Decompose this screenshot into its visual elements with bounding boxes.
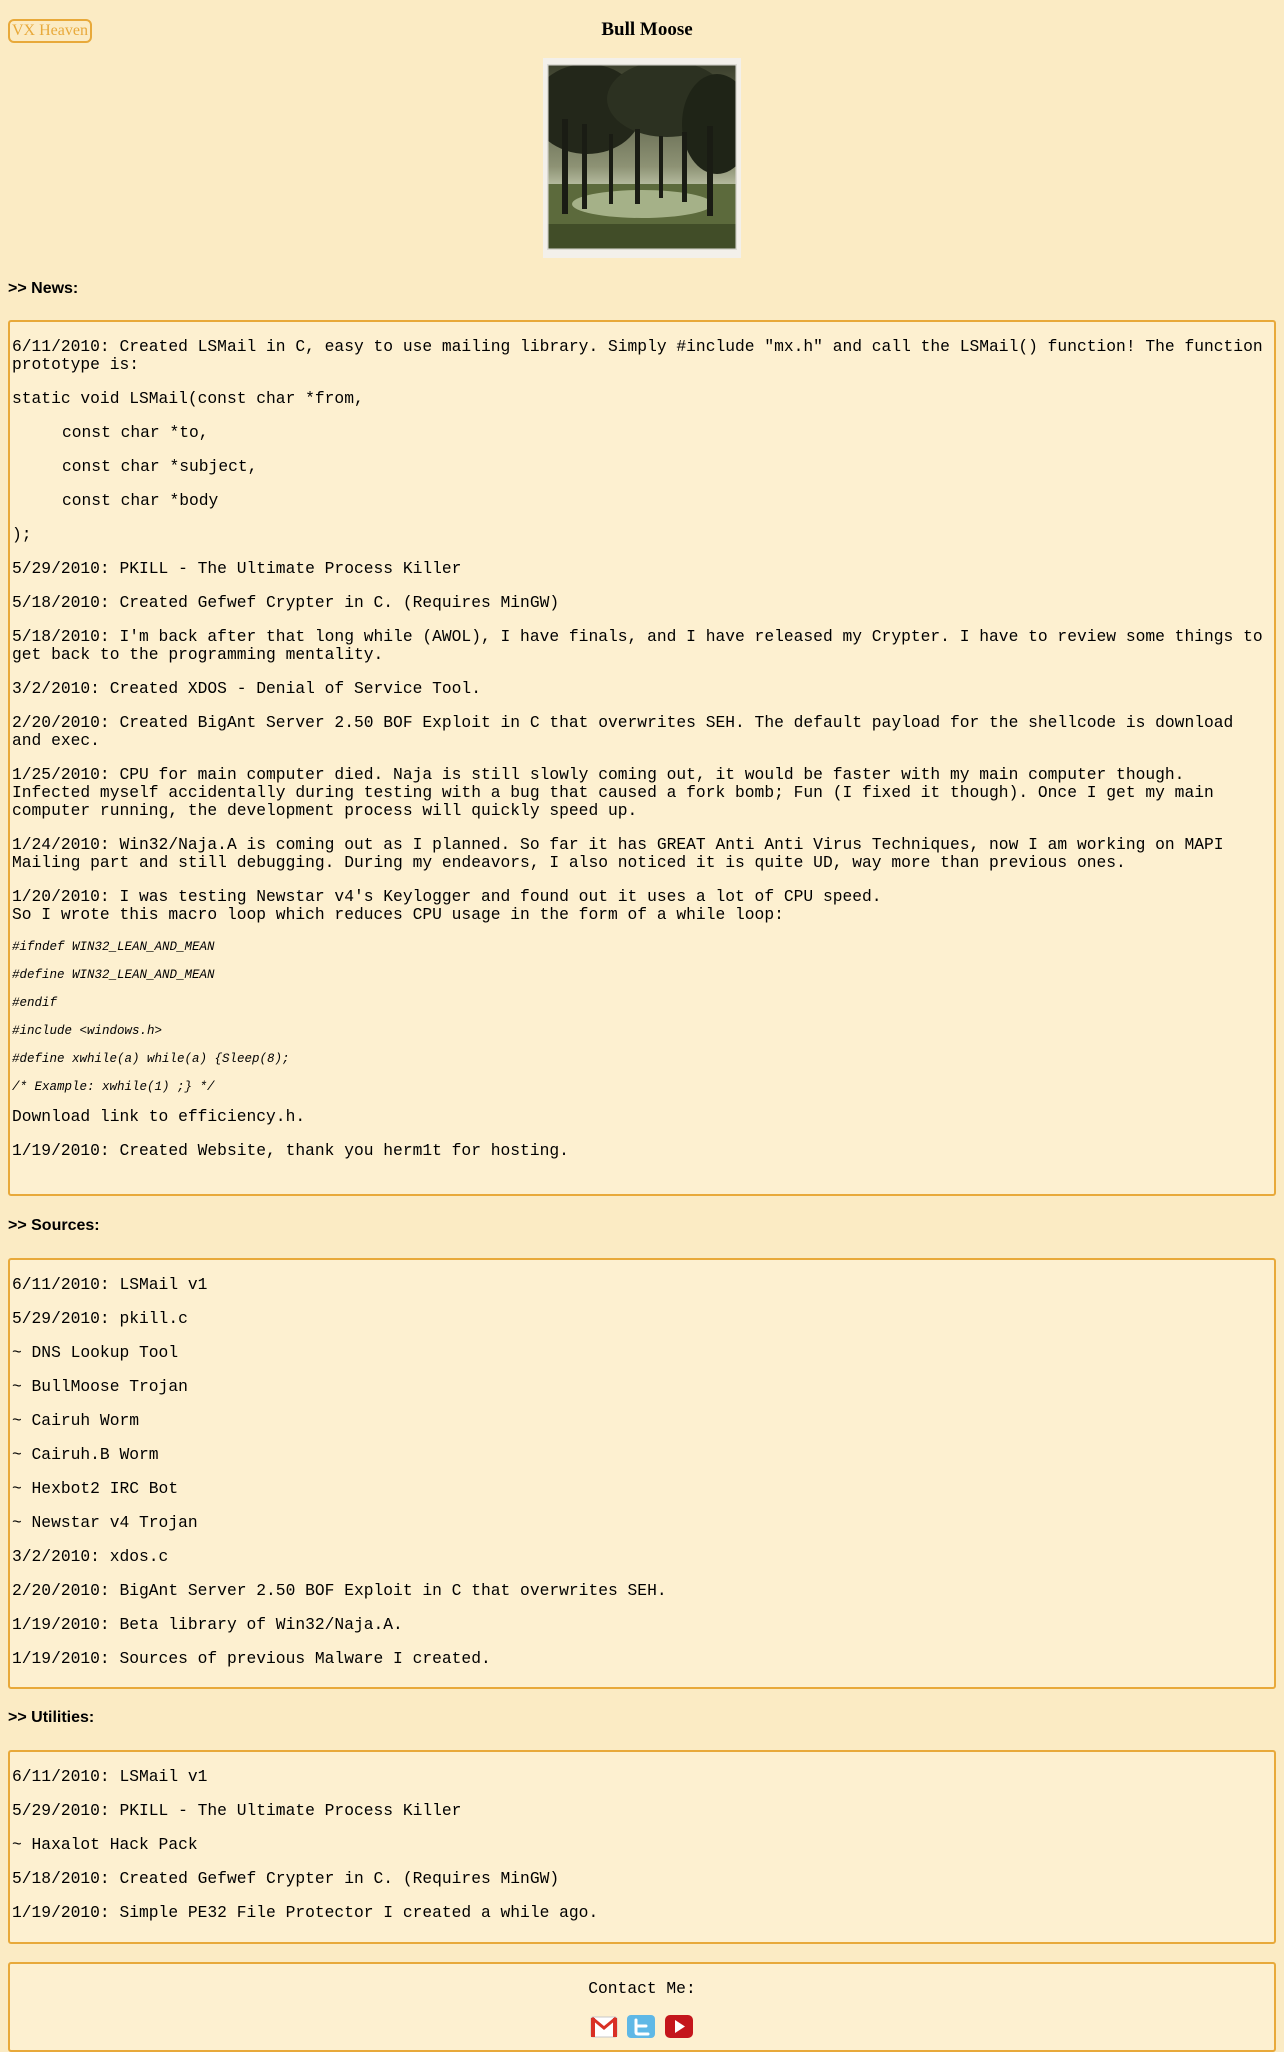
- code-line: #include <windows.h>: [12, 1024, 163, 1038]
- vx-heaven-link[interactable]: VX Heaven: [8, 19, 92, 43]
- news-entry: 1/24/2010: Win32/Naja.A is coming out as I planned. So far it has GREAT Anti Anti Virus Techniques, now I am working on MAPI Mailing part and still debugging. During my endeavors, I also noticed it is quite UD, way more than previous ones.: [12, 835, 1234, 872]
- source-item[interactable]: 6/11/2010: LSMail v1: [12, 1275, 208, 1294]
- youtube-icon[interactable]: [664, 2014, 694, 2038]
- utility-item[interactable]: ~ Haxalot Hack Pack: [12, 1835, 198, 1854]
- news-entry: 1/19/2010: Created Website, thank you herm1t for hosting.: [12, 1141, 569, 1160]
- news-entry: 1/20/2010: I was testing Newstar v4's Keylogger and found out it uses a lot of CPU speed. So I wrote this macro loop which reduces CPU usage in the form of a while loop:: [12, 887, 882, 924]
- code-line: /* Example: xwhile(1) ;} */: [12, 1080, 215, 1094]
- utilities-heading: >> Utilities:: [8, 1709, 95, 1726]
- download-link[interactable]: Download link to efficiency.h.: [12, 1107, 306, 1126]
- source-item[interactable]: 5/29/2010: pkill.c: [12, 1309, 188, 1328]
- utility-item[interactable]: 6/11/2010: LSMail v1: [12, 1767, 208, 1786]
- source-item[interactable]: 2/20/2010: BigAnt Server 2.50 BOF Exploit in C that overwrites SEH.: [12, 1581, 667, 1600]
- sources-heading: >> Sources:: [8, 1217, 100, 1234]
- code-line: );: [12, 525, 32, 544]
- news-entry: 3/2/2010: Created XDOS - Denial of Service Tool.: [12, 679, 481, 698]
- utilities-box: [8, 1750, 1276, 1944]
- news-heading: >> News:: [8, 280, 79, 297]
- code-line: const char *to,: [62, 423, 209, 442]
- twitter-icon[interactable]: [626, 2014, 656, 2038]
- news-entry: 5/29/2010: PKILL - The Ultimate Process Killer: [12, 559, 462, 578]
- source-item[interactable]: 3/2/2010: xdos.c: [12, 1547, 169, 1566]
- page-title: Bull Moose: [601, 19, 693, 40]
- news-entry: 1/25/2010: CPU for main computer died. Naja is still slowly coming out, it would be faster with my main computer though. Infected myself accidentally during testing with a bug that caused a fork bomb; Fun (I fixed it though). Once I get my main computer running, the development process will quickly speed up.: [12, 765, 1224, 820]
- source-item[interactable]: ~ BullMoose Trojan: [12, 1377, 188, 1396]
- news-entry: 5/18/2010: Created Gefwef Crypter in C. (Requires MinGW): [12, 593, 560, 612]
- code-line: #define xwhile(a) while(a) {Sleep(8);: [12, 1052, 290, 1066]
- news-entry: 2/20/2010: Created BigAnt Server 2.50 BOF Exploit in C that overwrites SEH. The default payload for the shellcode is download and exec.: [12, 713, 1244, 750]
- news-entry: 6/11/2010: Created LSMail in C, easy to use mailing library. Simply #include "mx.h" and call the LSMail() function! The function prototype is:: [12, 337, 1273, 374]
- contact-box: [8, 1962, 1276, 2052]
- news-entry: 5/18/2010: I'm back after that long while (AWOL), I have finals, and I have released my Crypter. I have to review some things to get back to the programming mentality.: [12, 627, 1273, 664]
- code-line: #define WIN32_LEAN_AND_MEAN: [12, 968, 215, 982]
- trees-photo-icon: [547, 64, 737, 250]
- banner-photo: [543, 58, 741, 258]
- gmail-icon[interactable]: [590, 2014, 618, 2038]
- source-item[interactable]: ~ Cairuh.B Worm: [12, 1445, 159, 1464]
- code-line: const char *body: [62, 491, 219, 510]
- sources-box: [8, 1258, 1276, 1689]
- code-line: #endif: [12, 996, 58, 1010]
- source-item[interactable]: ~ Newstar v4 Trojan: [12, 1513, 198, 1532]
- source-item[interactable]: ~ Hexbot2 IRC Bot: [12, 1479, 179, 1498]
- source-item[interactable]: 1/19/2010: Beta library of Win32/Naja.A.: [12, 1615, 403, 1634]
- source-item[interactable]: ~ DNS Lookup Tool: [12, 1343, 179, 1362]
- source-item[interactable]: 1/19/2010: Sources of previous Malware I created.: [12, 1649, 491, 1668]
- utility-item[interactable]: 5/29/2010: PKILL - The Ultimate Process Killer: [12, 1801, 462, 1820]
- news-box: [8, 320, 1276, 1196]
- code-line: #ifndef WIN32_LEAN_AND_MEAN: [12, 940, 215, 954]
- code-line: const char *subject,: [62, 457, 258, 476]
- contact-icons: [12, 2014, 1272, 2038]
- utility-item[interactable]: 1/19/2010: Simple PE32 File Protector I created a while ago.: [12, 1903, 599, 1922]
- utility-item[interactable]: 5/18/2010: Created Gefwef Crypter in C. (Requires MinGW): [12, 1869, 560, 1888]
- code-line: static void LSMail(const char *from,: [12, 389, 364, 408]
- source-item[interactable]: ~ Cairuh Worm: [12, 1411, 140, 1430]
- contact-title: Contact Me:: [588, 1979, 696, 1998]
